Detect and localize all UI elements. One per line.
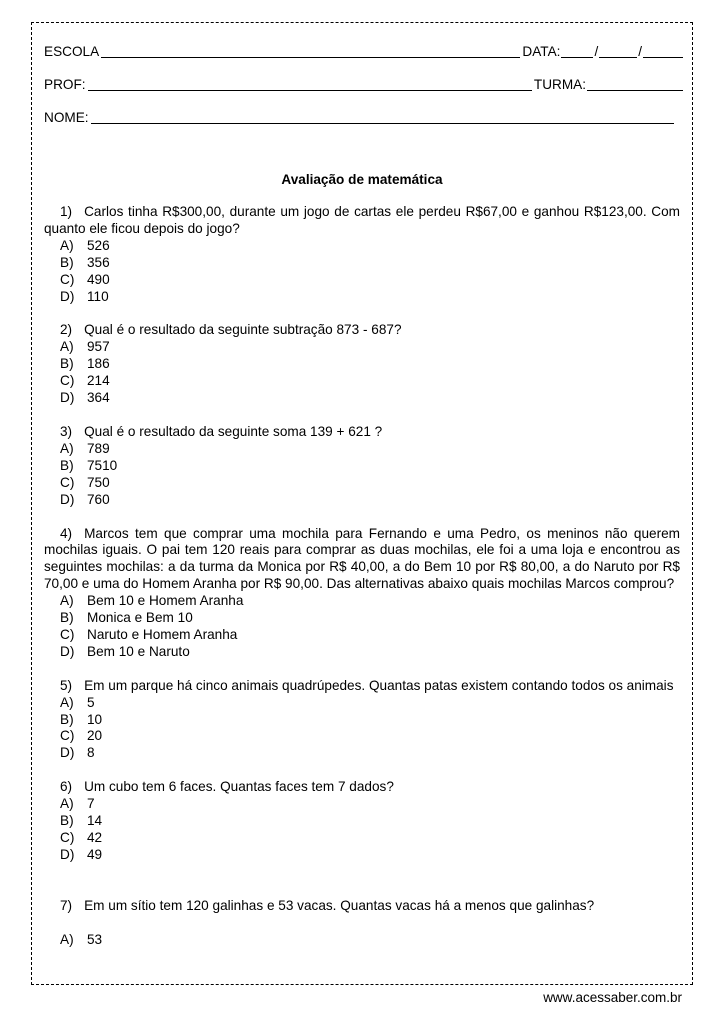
- date-day-field[interactable]: [561, 56, 593, 58]
- question-4-option-d[interactable]: D) Bem 10 e Naruto: [60, 643, 190, 659]
- question-3-option-c[interactable]: C) 750: [60, 474, 110, 490]
- question-7: 7) Em um sítio tem 120 galinhas e 53 vacas. Quantas vacas há a menos que galinhas?: [60, 897, 595, 913]
- header-row-prof: [44, 77, 684, 93]
- nome-field[interactable]: [91, 122, 674, 124]
- question-3-option-d[interactable]: D) 760: [60, 491, 110, 507]
- prof-label: PROF:: [44, 77, 86, 92]
- question-5-option-b[interactable]: B) 10: [60, 711, 103, 727]
- question-1-option-c[interactable]: C) 490: [60, 271, 110, 287]
- question-5-option-c[interactable]: C) 20: [60, 728, 103, 744]
- question-6: 6) Um cubo tem 6 faces. Quantas faces tem 7 dados?: [60, 779, 394, 795]
- escola-field[interactable]: [101, 56, 520, 58]
- footer-url: www.acessaber.com.br: [543, 990, 682, 1005]
- question-2: 2) Qual é o resultado da seguinte subtração 873 - 687?: [60, 322, 402, 338]
- date-year-field[interactable]: [643, 56, 683, 58]
- question-6-option-d[interactable]: D) 49: [60, 846, 103, 862]
- question-6-option-c[interactable]: C) 42: [60, 830, 103, 845]
- date-sep-2: /: [638, 44, 642, 59]
- question-2-option-c[interactable]: C) 214: [60, 373, 110, 389]
- question-1: 1) Carlos tinha R$300,00, durante um jogo de cartas ele perdeu R$67,00 e ganhou R$123,00. Com quanto ele ficou depois do jogo?: [44, 204, 680, 236]
- data-label: DATA:: [522, 44, 561, 59]
- questions-list: [44, 204, 680, 949]
- question-2-option-a[interactable]: A) 957: [60, 339, 110, 355]
- question-4: 4) Marcos tem que comprar uma mochila para Fernando e uma Pedro, os meninos não querem mochilas iguais. O pai tem 120 reais para comprar as duas mochilas, ele foi a uma loja e encontrou as seguintes mochilas: a da turma da Monica por R$ 40,00, a do Bem 10 por R$ 80,00, a do Naruto por R$ 70,00 e uma do Homem Aranha por R$ 90,00. Das alternativas abaixo quais mochilas Marcos comprou?: [44, 525, 680, 592]
- question-1-option-b[interactable]: B) 356: [60, 254, 110, 270]
- question-6-option-b[interactable]: B) 14: [60, 813, 103, 829]
- question-3-option-a[interactable]: A) 789: [60, 440, 110, 456]
- question-1-option-d[interactable]: D) 110: [60, 288, 109, 304]
- question-5-option-d[interactable]: D) 8: [60, 745, 95, 761]
- question-4-option-b[interactable]: B) Monica e Bem 10: [60, 610, 193, 626]
- question-5-option-a[interactable]: A) 5: [60, 694, 95, 710]
- nome-label: NOME:: [44, 110, 89, 125]
- turma-label: TURMA:: [533, 77, 586, 92]
- header-row-nome: [44, 110, 676, 126]
- question-3: 3) Qual é o resultado da seguinte soma 139 + 621 ?: [60, 423, 383, 439]
- prof-field[interactable]: [88, 89, 532, 91]
- header-row-escola: [44, 44, 684, 60]
- question-3-option-b[interactable]: B) 7510: [60, 457, 118, 473]
- turma-field[interactable]: [587, 89, 683, 91]
- question-2-option-d[interactable]: D) 364: [60, 390, 110, 406]
- question-4-option-a[interactable]: A) Bem 10 e Homem Aranha: [60, 593, 244, 609]
- date-sep-1: /: [594, 44, 599, 59]
- question-2-option-b[interactable]: B) 186: [60, 356, 110, 372]
- date-month-field[interactable]: [599, 56, 637, 58]
- page-title: Avaliação de matemática: [281, 172, 443, 187]
- question-7-option-a[interactable]: A) 53: [60, 931, 103, 947]
- question-5: 5) Em um parque há cinco animais quadrúpedes. Quantas patas existem contando todos os animais: [60, 677, 674, 693]
- question-6-option-a[interactable]: A) 7: [60, 796, 95, 812]
- question-1-option-a[interactable]: A) 526: [60, 237, 110, 253]
- escola-label: ESCOLA: [44, 44, 100, 59]
- question-4-option-c[interactable]: C) Naruto e Homem Aranha: [60, 626, 238, 642]
